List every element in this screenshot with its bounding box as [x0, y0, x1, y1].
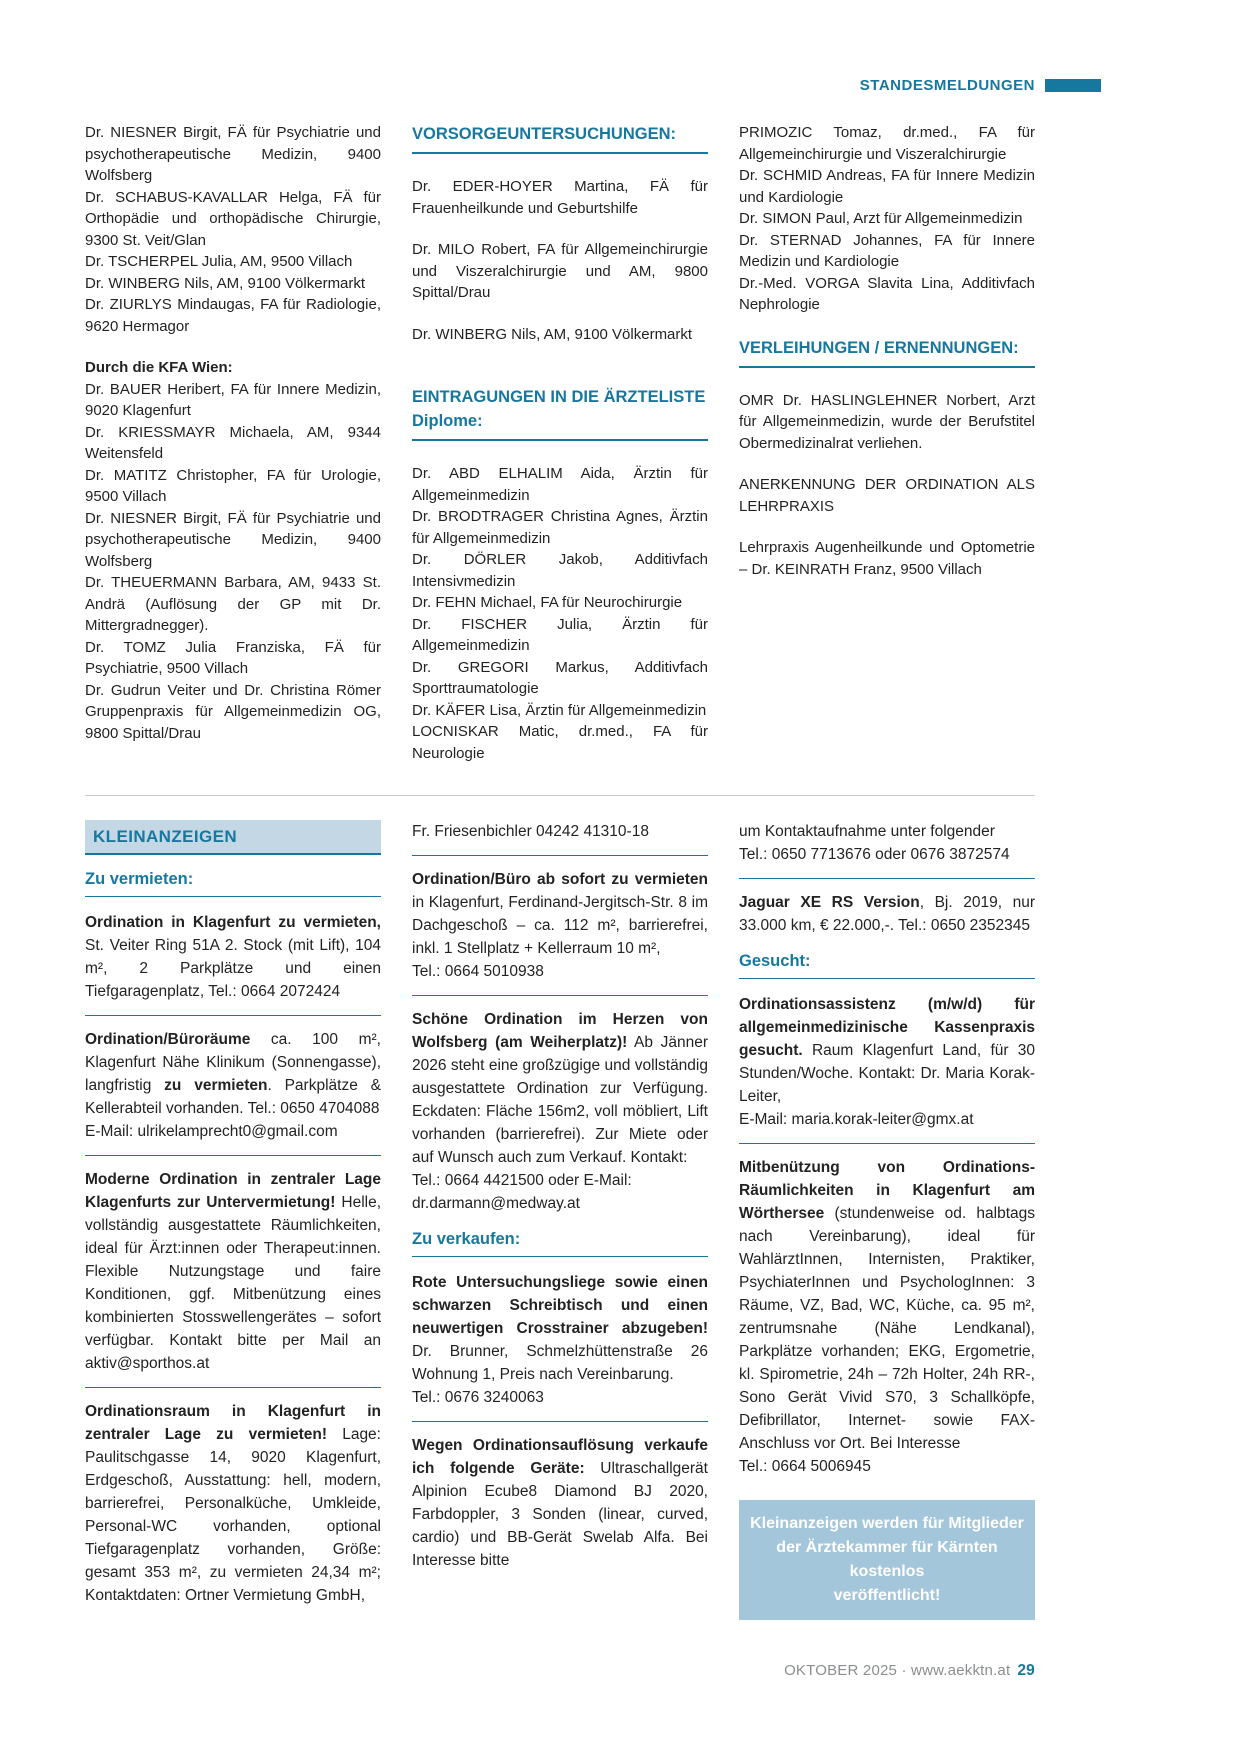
- spacer: [412, 156, 708, 176]
- ad-divider: [412, 995, 708, 996]
- spacer: [412, 443, 708, 463]
- text-paragraph: Dr. MILO Robert, FA für Allgemeinchirurgie und Viszeralchirurgie und AM, 9800 Spittal/Drau: [412, 241, 708, 301]
- section-heading: EINTRAGUNGEN IN DIE ÄRZTELISTE Diplome:: [412, 385, 708, 441]
- category-heading: Gesucht:: [739, 951, 1035, 979]
- text-paragraph: Lehrpraxis Augenheilkunde und Optometrie – Dr. KEINRATH Franz, 9500 Villach: [739, 539, 1035, 578]
- spacer: [85, 855, 381, 869]
- section-divider: [85, 795, 1035, 796]
- text-paragraph: Dr. NIESNER Birgit, FÄ für Psychiatrie und psychotherapeutische Medizin, 9400 Wolfsberg: [85, 124, 381, 184]
- text-paragraph: Dr. KRIESSMAYR Michaela, AM, 9344 Weitensfeld: [85, 423, 381, 462]
- spacer: [412, 219, 708, 239]
- ad-divider: [412, 855, 708, 856]
- spacer: [739, 316, 1035, 336]
- category-heading: Zu verkaufen:: [412, 1229, 708, 1257]
- text-paragraph: Dr. DÖRLER Jakob, Additivfach Intensivmedizin: [412, 551, 708, 590]
- standesmeldungen-column-3: [739, 122, 1035, 580]
- ad-divider: [85, 1015, 381, 1016]
- footer-page-number: 29: [1017, 1662, 1035, 1679]
- standesmeldungen-column-2: [412, 122, 708, 764]
- text-paragraph: OMR Dr. HASLINGLEHNER Norbert, Arzt für Allgemeinmedizin, wurde der Berufstitel Obermedizinalrat verliehen.: [739, 391, 1035, 452]
- spacer: [412, 1215, 708, 1229]
- text-paragraph: Dr. TOMZ Julia Franziska, FÄ für Psychiatrie, 9500 Villach: [85, 638, 381, 677]
- text-paragraph: Durch die KFA Wien:: [85, 359, 233, 376]
- header-accent-bar: [1045, 79, 1101, 92]
- spacer: [85, 897, 381, 911]
- text-paragraph: Wegen Ordinationsauflösung verkaufe ich folgende Geräte: Ultraschallgerät Alpinion Ecube8 Diamond BJ 2020, Farbdoppler, 3 Sonden (linear, curved, cardio) und BB-Gerät Swelab Alfa. Bei Interesse bitte: [412, 1437, 708, 1569]
- text-paragraph: Fr. Friesenbichler 04242 41310-18: [412, 823, 649, 840]
- standesmeldungen-column-1: [85, 122, 381, 744]
- text-paragraph: um Kontaktaufnahme unter folgender Tel.: 0650 7713676 oder 0676 3872574: [739, 823, 1010, 863]
- section-heading: VORSORGEUNTERSUCHUNGEN:: [412, 122, 708, 154]
- ad-divider: [85, 1155, 381, 1156]
- text-paragraph: Dr. FISCHER Julia, Ärztin für Allgemeinmedizin: [412, 615, 708, 654]
- spacer: [739, 370, 1035, 390]
- text-paragraph: Dr. STERNAD Johannes, FA für Innere Medizin und Kardiologie: [739, 231, 1035, 270]
- text-paragraph: Ordinationsassistenz (m/w/d) für allgemeinmedizinische Kassenpraxis gesucht. Raum Klagenfurt Land, für 30 Stunden/Woche. Kontakt: Dr. Maria Korak-Leiter, E-Mail: maria.korak-leiter@gmx.at: [739, 996, 1035, 1128]
- text-paragraph: Ordination/Büro ab sofort zu vermieten in Klagenfurt, Ferdinand-Jergitsch-Str. 8 im Dachgeschoß – ca. 112 m², barrierefrei, inkl. 1 Stellplatz + Kellerraum 10 m², Tel.: 0664 5010938: [412, 871, 708, 980]
- kleinanzeigen-heading: KLEINANZEIGEN: [85, 820, 381, 855]
- text-paragraph: Rote Untersuchungsliege sowie einen schwarzen Schreibtisch und einen neuwertigen Crosstrainer abzugeben! Dr. Brunner, Schmelzhüttenstraße 26 Wohnung 1, Preis nach Vereinbarung. Tel.: 0676 3240063: [412, 1274, 708, 1406]
- spacer: [412, 365, 708, 385]
- text-paragraph: ANERKENNUNG DER ORDINATION ALS LEHRPRAXIS: [739, 476, 1035, 515]
- text-paragraph: Moderne Ordination in zentraler Lage Klagenfurts zur Untervermietung! Helle, vollständig ausgestattete Räumlichkeiten, ideal für Ärzt:innen oder Therapeut:innen. Flexible Nutzungstage und faire Konditionen, ggf. Mitbenützung eines kombinierten Stosswellengerätes – sofort verfügbar. Kontakt bitte per Mail an aktiv@sporthos.at: [85, 1171, 382, 1372]
- text-paragraph: Dr. TSCHERPEL Julia, AM, 9500 Villach: [85, 253, 353, 270]
- text-paragraph: Schöne Ordination im Herzen von Wolfsberg (am Weiherplatz)! Ab Jänner 2026 steht eine großzügige und vollständig ausgestattete Ordination zur Verfügung. Eckdaten: Fläche 156m2, voll möbliert, Lift vorhanden (barrierefrei). Zur Miete oder auf Wunsch auch zum Verkauf. Kontakt: Tel.: 0664 4421500 oder E-Mail: dr.darmann@medway.at: [412, 1011, 708, 1212]
- text-paragraph: Dr. NIESNER Birgit, FÄ für Psychiatrie und psychotherapeutische Medizin, 9400 Wolfsberg: [85, 509, 381, 570]
- text-paragraph: Dr. MATITZ Christopher, FA für Urologie, 9500 Villach: [85, 466, 381, 505]
- text-paragraph: Dr. WINBERG Nils, AM, 9100 Völkermarkt: [85, 274, 366, 292]
- kleinanzeigen-column-2: [412, 820, 708, 1572]
- spacer: [412, 304, 708, 324]
- text-paragraph: Ordination/Büroräume ca. 100 m², Klagenfurt Nähe Klinikum (Sonnengasse), langfristig zu vermieten. Parkplätze & Kellerabteil vorhanden. Tel.: 0650 4704088 E-Mail: ulrikelamprecht0@gmail.com: [85, 1031, 381, 1140]
- text-paragraph: Dr.-Med. VORGA Slavita Lina, Additivfach Nephrologie: [739, 274, 1035, 313]
- spacer: [412, 1257, 708, 1271]
- page-footer: [784, 1662, 1035, 1680]
- text-paragraph: Dr. GREGORI Markus, Additivfach Sporttraumatologie: [412, 658, 708, 697]
- spacer: [739, 454, 1035, 474]
- spacer: [739, 517, 1035, 537]
- spacer: [739, 937, 1035, 951]
- spacer: [85, 337, 381, 357]
- spacer: [739, 979, 1035, 993]
- ad-divider: [412, 1421, 708, 1422]
- text-paragraph: Dr. THEUERMANN Barbara, AM, 9433 St. Andrä (Auflösung der GP mit Dr. Mittergradnegger).: [85, 574, 381, 634]
- ad-divider: [85, 1387, 381, 1388]
- text-paragraph: Dr. SCHMID Andreas, FA für Innere Medizin und Kardiologie: [739, 167, 1035, 206]
- text-paragraph: Dr. ZIURLYS Mindaugas, FA für Radiologie, 9620 Hermagor: [85, 296, 381, 335]
- footer-issue: OKTOBER 2025: [784, 1662, 898, 1679]
- text-paragraph: Dr. WINBERG Nils, AM, 9100 Völkermarkt: [412, 325, 693, 343]
- category-heading: Zu vermieten:: [85, 869, 381, 897]
- ad-divider: [739, 1143, 1035, 1144]
- text-paragraph: LOCNISKAR Matic, dr.med., FA für Neurologie: [412, 723, 708, 762]
- text-paragraph: Dr. Gudrun Veiter und Dr. Christina Römer Gruppenpraxis für Allgemeinmedizin OG, 9800 Spittal/Drau: [85, 681, 381, 742]
- text-paragraph: Dr. BAUER Heribert, FA für Innere Medizin, 9020 Klagenfurt: [85, 380, 381, 419]
- footer-website: www.aekktn.at: [911, 1662, 1011, 1679]
- text-paragraph: Dr. ABD ELHALIM Aida, Ärztin für Allgemeinmedizin: [412, 465, 708, 504]
- text-paragraph: PRIMOZIC Tomaz, dr.med., FA für Allgemeinchirurgie und Viszeralchirurgie: [739, 124, 1035, 163]
- text-paragraph: Dr. SIMON Paul, Arzt für Allgemeinmedizin: [739, 210, 1023, 227]
- text-paragraph: Jaguar XE RS Version, Bj. 2019, nur 33.000 km, € 22.000,-. Tel.: 0650 2352345: [739, 894, 1035, 934]
- ad-divider: [739, 878, 1035, 879]
- spacer: [412, 345, 708, 365]
- text-paragraph: Ordination in Klagenfurt zu vermieten, St. Veiter Ring 51A 2. Stock (mit Lift), 104 m², 2 Parkplätze und einen Tiefgaragenplatz, Tel.: 0664 2072424: [85, 914, 381, 1000]
- footer-separator: ·: [901, 1662, 907, 1679]
- text-paragraph: Dr. EDER-HOYER Martina, FÄ für Frauenheilkunde und Geburtshilfe: [412, 178, 708, 217]
- kleinanzeigen-column-3: [739, 820, 1035, 1620]
- section-heading: VERLEIHUNGEN / ERNENNUNGEN:: [739, 336, 1035, 368]
- page-section-label: STANDESMELDUNGEN: [859, 77, 1035, 94]
- text-paragraph: Dr. FEHN Michael, FA für Neurochirurgie: [412, 594, 683, 611]
- text-paragraph: Dr. SCHABUS-KAVALLAR Helga, FÄ für Orthopädie und orthopädische Chirurgie, 9300 St. Veit/Glan: [85, 188, 381, 249]
- text-paragraph: Ordinationsraum in Klagenfurt in zentraler Lage zu vermieten! Lage: Paulitschgasse 14, 9020 Klagenfurt, Erdgeschoß, Ausstattung: hell, modern, barrierefrei, Personalküche, Umkleide, Personal-WC vorhanden, optional Tiefgaragenplatz vorhanden, Größe: gesamt 353 m², zu vermieten 24,34 m²; Kontaktdaten: Ortner Vermietung GmbH,: [85, 1403, 381, 1604]
- kleinanzeigen-column-1: [85, 820, 381, 1607]
- notice-box: Kleinanzeigen werden für Mitglieder der Ärztekammer für Kärnten kostenlos veröffentlicht!: [739, 1500, 1035, 1620]
- text-paragraph: Dr. KÄFER Lisa, Ärztin für Allgemeinmedizin: [412, 701, 707, 719]
- text-paragraph: Mitbenützung von Ordinations-Räumlichkeiten in Klagenfurt am Wörthersee (stundenweise od. halbtags nach Vereinbarung), ideal für WahlärztInnen, Internisten, Praktiker, PsychiaterInnen und PsychologInnen: 3 Räume, VZ, Bad, WC, Küche, ca. 95 m², zentrumsnahe (Nähe Lendkanal), Parkplätze vorhanden; EKG, Ergometrie, kl. Spirometrie, 24h – 72h Holter, 24h RR-, Sono Gerät Vivid S70, 3 Schallköpfe, Defibrillator, Internet- sowie FAX-Anschluss vor Ort. Bei Interesse Tel.: 0664 5006945: [739, 1159, 1035, 1475]
- text-paragraph: Dr. BRODTRAGER Christina Agnes, Ärztin für Allgemeinmedizin: [412, 508, 708, 547]
